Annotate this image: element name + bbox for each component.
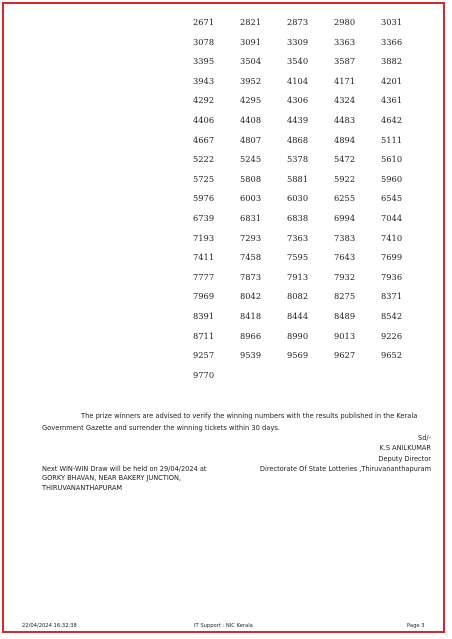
winning-number: 9539: [240, 350, 262, 361]
winning-number: 3952: [240, 75, 262, 86]
winning-number: 5610: [381, 154, 403, 165]
winning-number: 3309: [287, 36, 309, 47]
winning-number: 7293: [240, 232, 262, 243]
winning-number: 6994: [334, 212, 356, 223]
footer-support: IT Support : NIC Kerala: [194, 623, 253, 629]
signatory-name: K.S ANILKUMAR: [379, 444, 431, 453]
winning-number: 9013: [334, 330, 356, 341]
signature-block: [260, 433, 431, 474]
winning-number: 5111: [381, 134, 403, 145]
signatory-office: Directorate Of State Lotteries ,Thiruvananthapuram: [259, 464, 431, 473]
winning-number: 2821: [240, 17, 262, 27]
winning-number: 8990: [287, 330, 309, 341]
winning-number: 7363: [287, 232, 309, 243]
winning-number: 3540: [287, 56, 309, 67]
winning-number: 3363: [334, 36, 356, 47]
winning-number: 8418: [240, 310, 262, 321]
winning-number: 8444: [287, 310, 309, 321]
winning-number: 3078: [193, 36, 215, 47]
winning-number: 9257: [193, 350, 215, 361]
winning-number: 8542: [381, 310, 403, 321]
winning-number: 4868: [287, 134, 309, 145]
winning-number: 4201: [381, 75, 403, 86]
winning-number: 5378: [287, 154, 309, 165]
winning-number: 3504: [240, 56, 262, 67]
winning-number: 3587: [334, 56, 356, 67]
winning-number: 9627: [334, 350, 356, 361]
footer-page-number: Page 3: [407, 623, 425, 629]
winning-number: 7699: [381, 252, 403, 263]
winning-number: 2873: [287, 17, 309, 27]
winning-number: 3366: [381, 36, 403, 47]
winning-number: 8042: [240, 291, 262, 302]
footer-timestamp: 22/04/2024 16:32:38: [22, 623, 77, 629]
winning-number: 6545: [381, 193, 403, 204]
winning-number: 5922: [334, 173, 356, 184]
winning-number: 4642: [381, 114, 403, 125]
winning-number: 9569: [287, 350, 309, 361]
next-draw-line-2: GORKY BHAVAN, NEAR BAKERY JUNCTION,: [42, 474, 181, 483]
winning-number: 7936: [381, 271, 403, 282]
winning-number: 9770: [193, 369, 215, 380]
winning-number: 7458: [240, 252, 262, 263]
next-draw-line-3: THIRUVANANTHAPURAM: [42, 483, 123, 492]
winning-numbers-grid: [193, 17, 428, 389]
prize-notice: The prize winners are advised to verify the winning numbers with the results published in the Kerala Government Gazette and surrender the winning tickets within 30 days.: [42, 412, 418, 432]
winning-number: 3943: [193, 75, 215, 86]
winning-number: 4439: [287, 114, 309, 125]
winning-number: 4406: [193, 114, 215, 125]
winning-number: 7411: [193, 252, 215, 263]
winning-number: 7410: [381, 232, 403, 243]
winning-number: 2671: [193, 17, 215, 27]
winning-number: 4171: [334, 75, 356, 86]
winning-number: 8082: [287, 291, 309, 302]
winning-number: 8371: [381, 291, 403, 302]
winning-number: 4306: [287, 95, 309, 106]
winning-number: 6831: [240, 212, 262, 223]
winning-number: 7913: [287, 271, 309, 282]
winning-number: 5472: [334, 154, 356, 165]
winning-number: 7193: [193, 232, 215, 243]
winning-number: 7044: [381, 212, 403, 223]
winning-number: 5976: [193, 193, 215, 204]
winning-number: 8966: [240, 330, 262, 341]
winning-number: 5960: [381, 173, 403, 184]
winning-number: 7383: [334, 232, 356, 243]
winning-number: 8489: [334, 310, 356, 321]
winning-number: 8275: [334, 291, 356, 302]
winning-number: 3091: [240, 36, 262, 47]
winning-number: 6003: [240, 193, 262, 204]
winning-number: 7595: [287, 252, 309, 263]
winning-number: 3395: [193, 56, 215, 67]
winning-number: 4295: [240, 95, 262, 106]
winning-number: 7643: [334, 252, 356, 263]
winning-number: 5881: [287, 173, 309, 184]
winning-number: 6030: [287, 193, 309, 204]
winning-number: 3031: [381, 17, 403, 27]
winning-number: 3882: [381, 56, 403, 67]
winning-number: 4667: [193, 134, 215, 145]
winning-number: 5808: [240, 173, 262, 184]
winning-number: 6838: [287, 212, 309, 223]
signatory-designation: Deputy Director: [378, 454, 431, 463]
winning-number: 8711: [193, 330, 215, 341]
winning-number: 4292: [193, 95, 215, 106]
winning-number: 4483: [334, 114, 356, 125]
winning-number: 7873: [240, 271, 262, 282]
winning-number: 4324: [334, 95, 356, 106]
winning-number: 7777: [193, 271, 215, 282]
next-draw-line-1: Next WIN-WIN Draw will be held on 29/04/2024 at: [42, 465, 207, 473]
winning-number: 4408: [240, 114, 262, 125]
winning-number: 4361: [381, 95, 403, 106]
winning-number: 5725: [193, 173, 215, 184]
winning-number: 5222: [193, 154, 215, 165]
winning-number: 4894: [334, 134, 356, 145]
winning-number: 7969: [193, 291, 215, 302]
winning-number: 2980: [334, 17, 356, 27]
signature-sd: Sd/-: [418, 434, 431, 442]
winning-number: 6255: [334, 193, 356, 204]
winning-number: 7932: [334, 271, 356, 282]
winning-number: 9652: [381, 350, 403, 361]
winning-number: 4807: [240, 134, 262, 145]
winning-number: 6739: [193, 212, 215, 223]
next-draw-info: [42, 465, 206, 493]
winning-number: 4104: [287, 75, 309, 86]
winning-number: 5245: [240, 154, 262, 165]
winning-number: 9226: [381, 330, 403, 341]
winning-number: 8391: [193, 310, 215, 321]
